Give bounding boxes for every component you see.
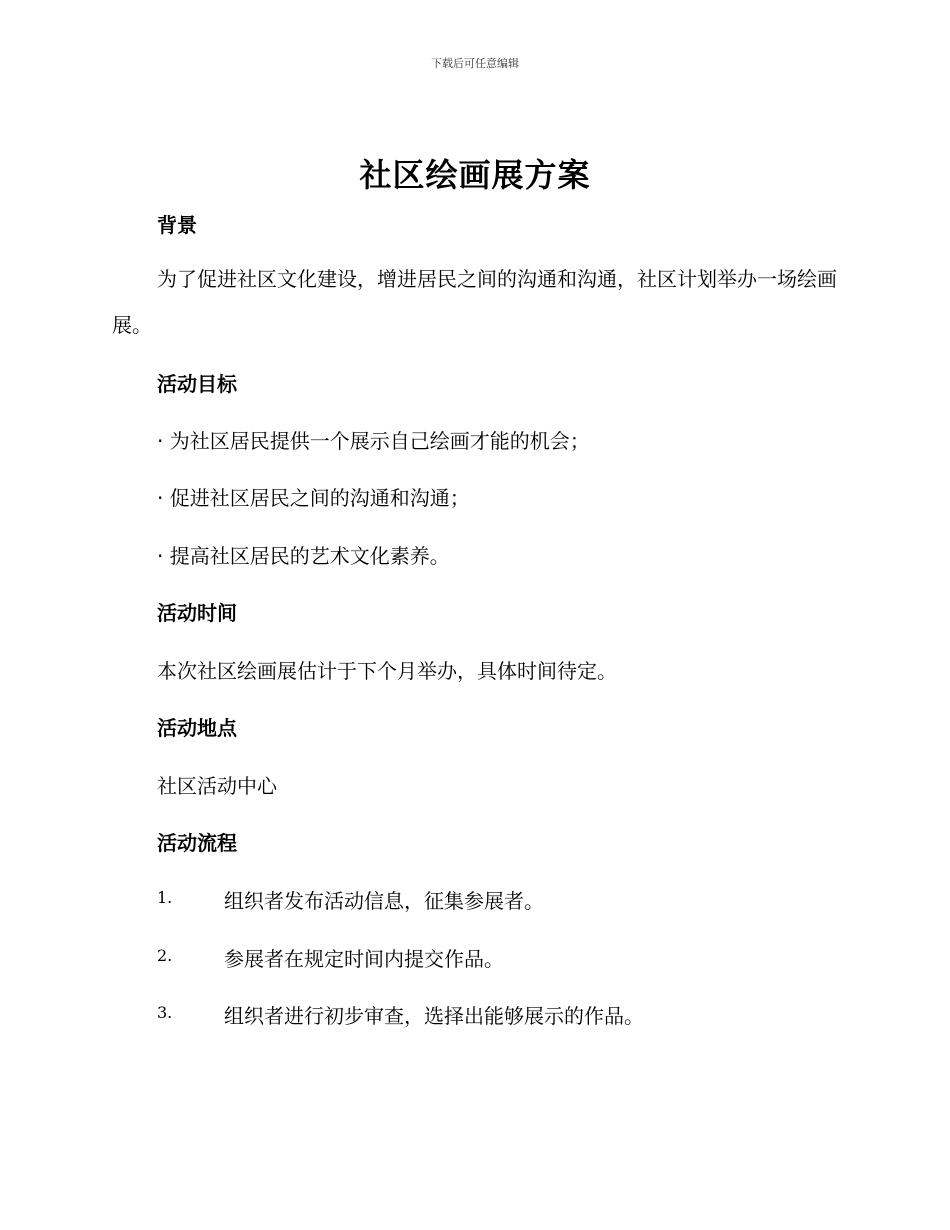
- goal-item: · 提高社区居民的艺术文化素养。: [157, 544, 450, 568]
- step-number: 1.: [157, 888, 173, 907]
- time-text: 本次社区绘画展估计于下个月举办，具体时间待定。: [157, 659, 617, 683]
- section-heading-location: 活动地点: [157, 716, 237, 740]
- goal-item: · 促进社区居民之间的沟通和沟通；: [157, 486, 470, 510]
- background-paragraph: 为了促进社区文化建设，增进居民之间的沟通和沟通，社区计划举办一场绘画展。: [112, 267, 837, 337]
- step-number: 3.: [157, 1003, 173, 1022]
- section-heading-process: 活动流程: [157, 831, 237, 855]
- step-text: 组织者进行初步审查，选择出能够展示的作品。: [224, 1004, 644, 1028]
- step-text: 参展者在规定时间内提交作品。: [224, 947, 504, 971]
- step-text: 组织者发布活动信息，征集参展者。: [224, 889, 544, 913]
- document-title: 社区绘画展方案: [359, 156, 591, 194]
- section-heading-background: 背景: [157, 213, 197, 237]
- goal-item: · 为社区居民提供一个展示自己绘画才能的机会；: [157, 429, 590, 453]
- section-heading-time: 活动时间: [157, 601, 237, 625]
- location-text: 社区活动中心: [157, 774, 277, 798]
- section-heading-goals: 活动目标: [157, 372, 237, 396]
- header-note: 下载后可任意编辑: [431, 57, 519, 70]
- step-number: 2.: [157, 946, 173, 965]
